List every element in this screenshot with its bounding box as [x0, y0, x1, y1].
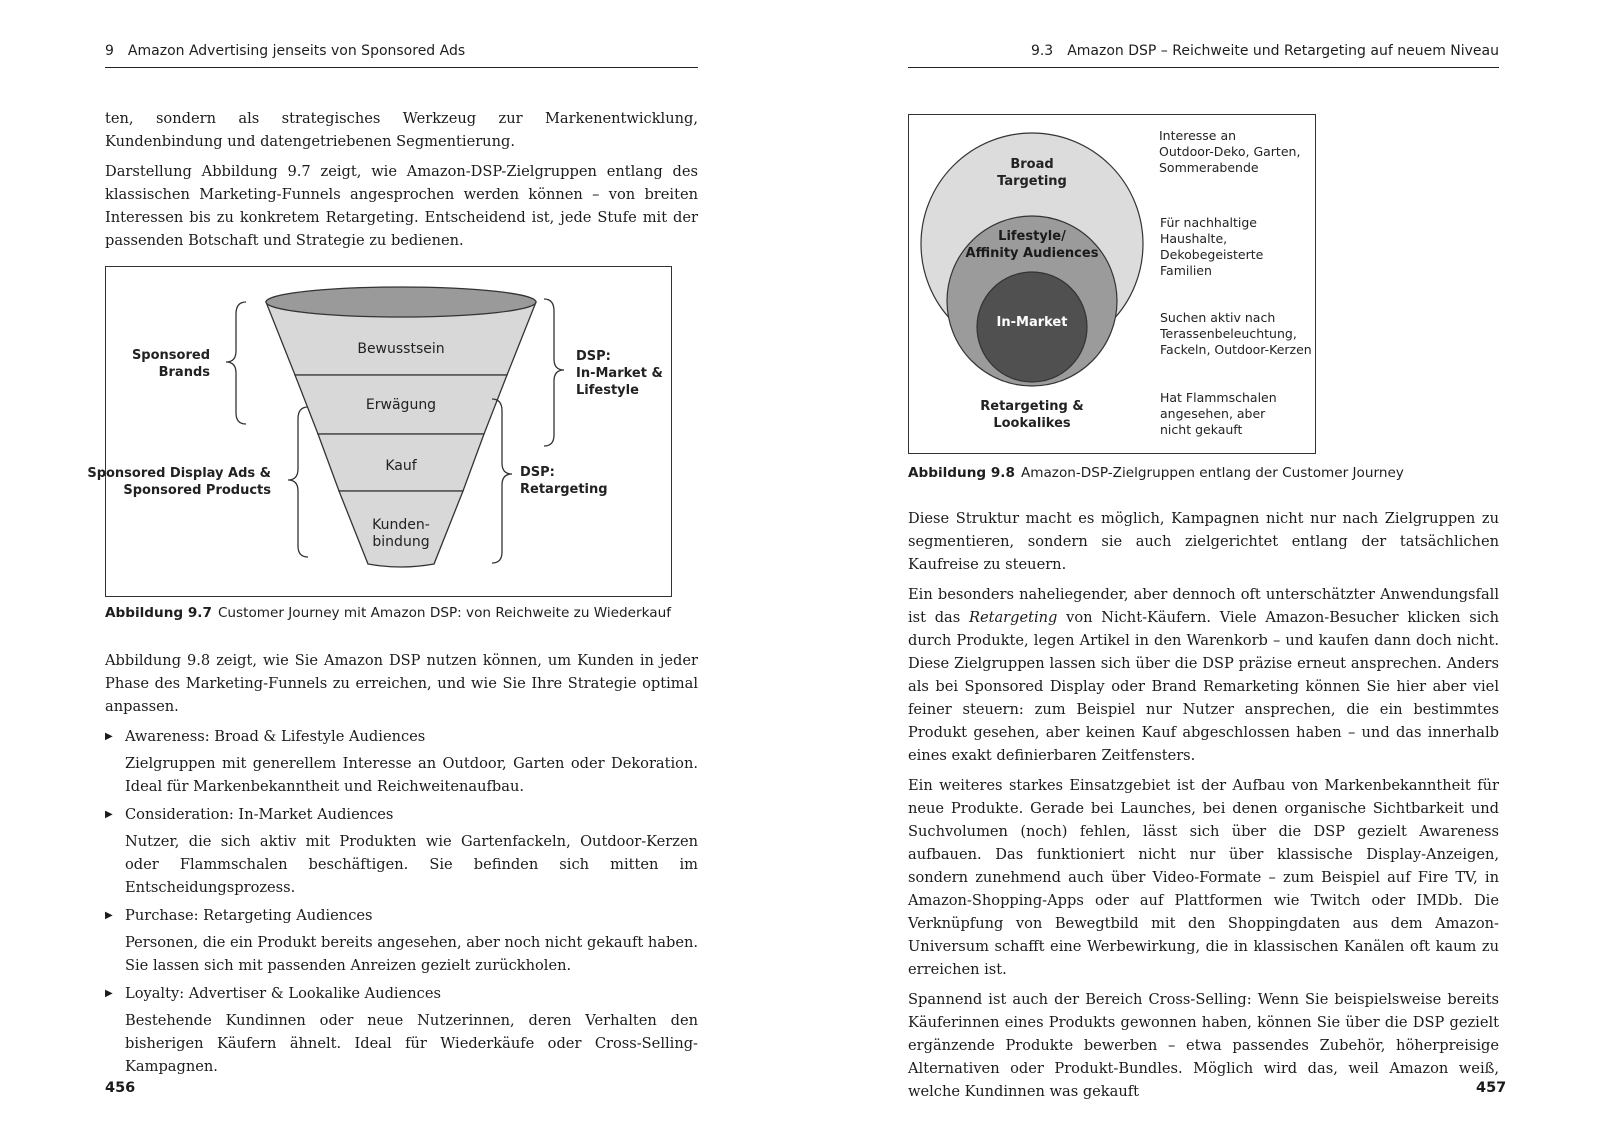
label-retargeting: Lookalikes — [993, 416, 1071, 431]
triangle-bullet-icon: ▶ — [105, 731, 113, 742]
list-item-desc: Zielgruppen mit generellem Interesse an Outdoor, Garten oder Dekoration. Ideal für Markenbekanntheit und Reichweitenaufbau. — [125, 755, 698, 795]
paragraph — [908, 583, 1499, 767]
label-dsp-retargeting: DSP: — [520, 465, 555, 480]
note-text: Fackeln, Outdoor-Kerzen — [1160, 342, 1312, 357]
note-text: Für nachhaltige — [1160, 215, 1257, 230]
paragraph: ten, sondern als strategisches Werkzeug zur Markenentwicklung, Kundenbindung und datengetriebenen Segmentierung. — [105, 110, 698, 150]
left-running-head — [105, 43, 698, 68]
paragraph: Abbildung 9.8 zeigt, wie Sie Amazon DSP nutzen können, um Kunden in jeder Phase des Marketing-Funnels zu erreichen, und wie Sie Ihre Strategie optimal anpassen. — [105, 652, 698, 715]
note-text: Hat Flammschalen — [1160, 390, 1277, 405]
paragraph — [908, 988, 1499, 1103]
label-inmarket: In-Market — [996, 315, 1068, 330]
brace-sponsored-brands — [226, 302, 246, 424]
label-dsp-inmarket: DSP: — [576, 349, 611, 364]
funnel-label: Erwägung — [365, 397, 437, 413]
label-dsp-inmarket: In-Market & — [576, 366, 663, 381]
paragraph-text: Diese Struktur macht es möglich, Kampagnen nicht nur nach Zielgruppen zu segmentieren, sondern sie auch zielgerichtet entlang der tatsächlichen Kaufreise zu steuern. — [908, 510, 1499, 573]
paragraph-text: Spannend ist auch der Bereich Cross-Selling: Wenn Sie beispielsweise bereits Käuferinnen eines Produkts gewonnen haben, können Sie über die DSP gezielt ergänzende Produkte bewerben – etwa passendes Zubehör, höherpreisige Alternativen oder Produkt-Bundles. Möglich wird das, weil Amazon weiß, welche Kundinnen was gekauft — [908, 991, 1499, 1100]
paragraph — [908, 774, 1499, 981]
label-sponsored-brands: Sponsored — [131, 348, 210, 363]
caption-text: Customer Journey mit Amazon DSP: von Reichweite zu Wiederkauf — [217, 605, 671, 621]
label-sponsored-display: Sponsored Products — [123, 483, 271, 498]
figure-9-7-caption — [105, 605, 698, 621]
right-page — [801, 0, 1600, 1140]
note-text: Suchen aktiv nach — [1160, 310, 1276, 325]
list-item-desc: Nutzer, die sich aktiv mit Produkten wie Gartenfackeln, Outdoor-Kerzen oder Flammschalen beschäftigen. Sie befinden sich mitten im Entscheidungsprozess. — [125, 833, 698, 896]
note-text: Familien — [1160, 263, 1212, 278]
note-text: Interesse an — [1159, 128, 1237, 143]
brace-dsp-retargeting — [492, 399, 512, 563]
brace-sponsored-display — [288, 407, 308, 557]
caption-label: Abbildung 9.7 — [105, 605, 212, 621]
triangle-bullet-icon: ▶ — [105, 988, 113, 999]
note-text: Outdoor-Deko, Garten, — [1159, 144, 1301, 159]
funnel-diagram — [87, 267, 671, 596]
left-main-text — [105, 649, 698, 1083]
label-dsp-inmarket: Lifestyle — [576, 383, 639, 398]
caption-label: Abbildung 9.8 — [908, 465, 1015, 481]
triangle-bullet-icon: ▶ — [105, 809, 113, 820]
paragraph — [908, 507, 1499, 576]
label-sponsored-display: Sponsored Display Ads & — [87, 466, 271, 481]
list-item — [105, 803, 698, 899]
note-text: angesehen, aber — [1160, 406, 1266, 421]
note-text: Haushalte, — [1160, 231, 1228, 246]
note-text: Dekobegeisterte — [1160, 247, 1264, 262]
page-number-right: 457 — [1476, 1080, 1507, 1096]
funnel-label: bindung — [372, 534, 430, 550]
right-running-head — [908, 43, 1499, 68]
funnel-label: Bewusstsein — [357, 341, 445, 357]
paragraph-text: von Nicht-Käufern. Viele Amazon-Besucher klicken sich durch Produkte, legen Artikel in den Warenkorb – und kaufen dann doch nicht. Diese Zielgruppen lassen sich über die DSP präzise erneut ansprechen. Anders als bei Sponsored Display oder Brand Remarketing können Sie hier aber viel feiner steuern: zum Beispiel nur Nutzer ansprechen, die ein bestimmtes Produkt gesehen, aber keinen Kauf abgeschlossen haben – und das innerhalb eines exakt definierbaren Zeitfensters. — [908, 609, 1499, 764]
chapter-title: Amazon Advertising jenseits von Sponsored Ads — [127, 43, 466, 59]
note-text: Terassenbeleuchtung, — [1160, 326, 1297, 341]
label-lifestyle: Affinity Audiences — [965, 246, 1099, 261]
label-broad: Targeting — [997, 174, 1067, 189]
figure-9-8-circles — [908, 114, 1316, 454]
list-item-title: Awareness: Broad & Lifestyle Audiences — [125, 728, 426, 745]
brace-dsp-inmarket — [544, 299, 564, 446]
page-number-left: 456 — [105, 1080, 136, 1096]
paragraph: Darstellung Abbildung 9.7 zeigt, wie Amazon-DSP-Zielgruppen entlang des klassischen Marketing-Funnels angesprochen werden können – von breiten Interessen bis zu konkretem Retargeting. Entscheidend ist, jede Stufe mit der passenden Botschaft und Strategie zu bedienen. — [105, 163, 698, 249]
emphasis-retargeting: Retargeting — [968, 609, 1058, 626]
list-item-title: Consideration: In-Market Audiences — [125, 806, 394, 823]
list-item-title: Loyalty: Advertiser & Lookalike Audiences — [125, 985, 441, 1002]
audience-list — [105, 725, 698, 1078]
label-sponsored-brands: Brands — [158, 365, 210, 380]
note-text: nicht gekauft — [1160, 422, 1243, 437]
triangle-bullet-icon: ▶ — [105, 910, 113, 921]
section-number: 9.3 — [1030, 43, 1054, 59]
label-broad: Broad — [1010, 157, 1054, 172]
chapter-number: 9 — [105, 43, 114, 59]
list-item — [105, 904, 698, 977]
figure-9-8-caption — [908, 465, 1499, 481]
list-item — [105, 725, 698, 798]
funnel-label: Kunden- — [372, 517, 430, 533]
list-item-desc: Bestehende Kundinnen oder neue Nutzerinnen, deren Verhalten den bisherigen Käufern ähnelt. Ideal für Wiederkäufe oder Cross-Selling-Kampagnen. — [125, 1012, 698, 1075]
figure-9-7-funnel — [87, 266, 672, 597]
right-main-text — [908, 507, 1499, 1110]
label-retargeting: Retargeting & — [980, 399, 1084, 414]
funnel-label: Kauf — [385, 458, 417, 474]
funnel-top — [266, 287, 536, 317]
note-text: Sommerabende — [1159, 160, 1259, 175]
caption-text: Amazon-DSP-Zielgruppen entlang der Customer Journey — [1020, 465, 1404, 481]
left-intro — [105, 107, 698, 259]
label-dsp-retargeting: Retargeting — [520, 482, 608, 497]
list-item-title: Purchase: Retargeting Audiences — [125, 907, 373, 924]
paragraph-text: Ein weiteres starkes Einsatzgebiet ist der Aufbau von Markenbekanntheit für neue Produkte. Gerade bei Launches, bei denen organische Sichtbarkeit und Suchvolumen (noch) fehlen, lässt sich über die DSP gezielt Awareness aufbauen. Das funktioniert nicht nur über klassische Display-Anzeigen, sondern zunehmend auch über Video-Formate – zum Beispiel auf Fire TV, in Amazon-Shopping-Apps oder auf Plattformen wie Twitch oder IMDb. Die Verknüpfung von Bewegtbild mit den Shoppingdaten aus dem Amazon-Universum schafft eine Werbewirkung, die in klassischen Kanälen oft kaum zu erreichen ist. — [908, 777, 1499, 978]
list-item-desc: Personen, die ein Produkt bereits angesehen, aber noch nicht gekauft haben. Sie lassen sich mit passenden Anreizen gezielt zurückholen. — [125, 934, 699, 974]
audience-circles-diagram — [909, 115, 1315, 453]
label-lifestyle: Lifestyle/ — [998, 229, 1066, 244]
paragraph-text: Ein besonders naheliegender, aber dennoch oft unterschätzter Anwendungsfall ist das — [908, 586, 1499, 626]
section-title: Amazon DSP – Reichweite und Retargeting auf neuem Niveau — [1067, 43, 1499, 59]
list-item — [105, 982, 698, 1078]
